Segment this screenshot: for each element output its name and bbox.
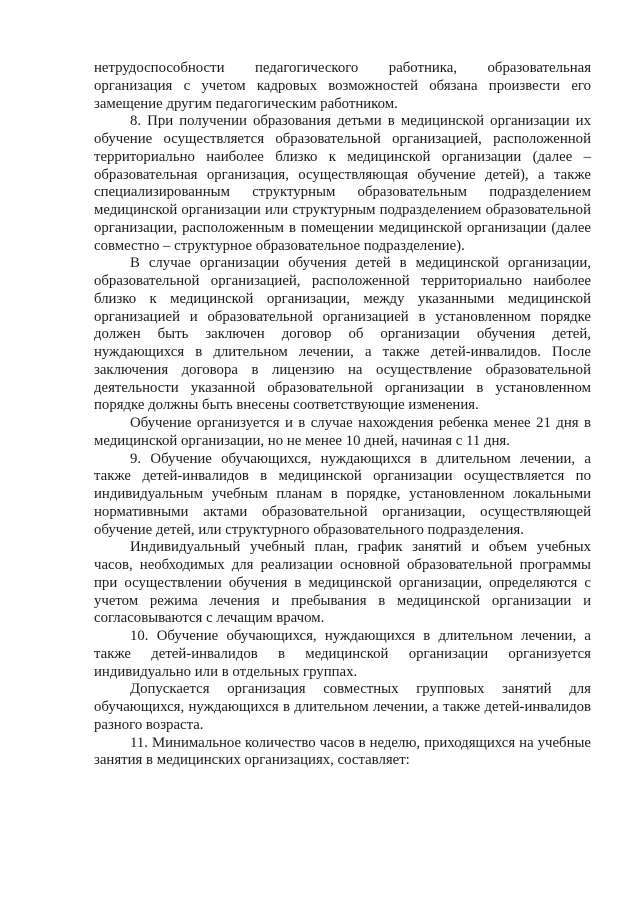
paragraph-item-8: 8. При получении образования детьми в медицинской организации их обучение осуществляется образовательной организацией, расположенной территориально наиболее близко к медицинской организации (далее – образовательная организация, осуществляющая обучение детей), а также специализированным структурным образовательным подразделением медицинской организации или структурным подразделением образовательной организации, расположенным в помещении медицинской организации (далее совместно – структурное образовательное подразделение). (94, 113, 591, 254)
document-page (94, 60, 591, 770)
paragraph-item-10: 10. Обучение обучающихся, нуждающихся в длительном лечении, а также детей-инвалидов в медицинской организации организуется индивидуально или в отдельных группах. (94, 628, 591, 680)
paragraph-item-10-groups: Допускается организация совместных групповых занятий для обучающихся, нуждающихся в длительном лечении, а также детей-инвалидов разного возраста. (94, 681, 591, 733)
paragraph-item-9-plan: Индивидуальный учебный план, график занятий и объем учебных часов, необходимых для реализации основной образовательной программы при осуществлении обучения в медицинской организации, определяются с учетом режима лечения и пребывания в медицинской организации и согласовываются с лечащим врачом. (94, 539, 591, 627)
paragraph-item-9: 9. Обучение обучающихся, нуждающихся в длительном лечении, а также детей-инвалидов в медицинской организации осуществляется по индивидуальным учебным планам в порядке, установленном локальными нормативными актами образовательной организации, осуществляющей обучение детей, или структурного образовательного подразделения. (94, 450, 591, 538)
paragraph-item-8-contract: В случае организации обучения детей в медицинской организации, образовательной организацией, расположенной территориально наиболее близко к медицинской организации, между указанными медицинской организацией и образовательной организацией в установленном порядке должен быть заключен договор об организации обучения детей, нуждающихся в длительном лечении, а также детей-инвалидов. После заключения договора в лицензию на осуществление образовательной деятельности указанной образовательной организации в установленном порядке должны быть внесены соответствующие изменения. (94, 255, 591, 414)
paragraph-continuation: нетрудоспособности педагогического работника, образовательная организация с учетом кадровых возможностей обязана произвести его замещение другим педагогическим работником. (94, 60, 591, 112)
paragraph-item-8-duration: Обучение организуется и в случае нахождения ребенка менее 21 дня в медицинской организации, но не менее 10 дней, начиная с 11 дня. (94, 415, 591, 449)
paragraph-item-11: 11. Минимальное количество часов в неделю, приходящихся на учебные занятия в медицинских организациях, составляет: (94, 734, 591, 769)
